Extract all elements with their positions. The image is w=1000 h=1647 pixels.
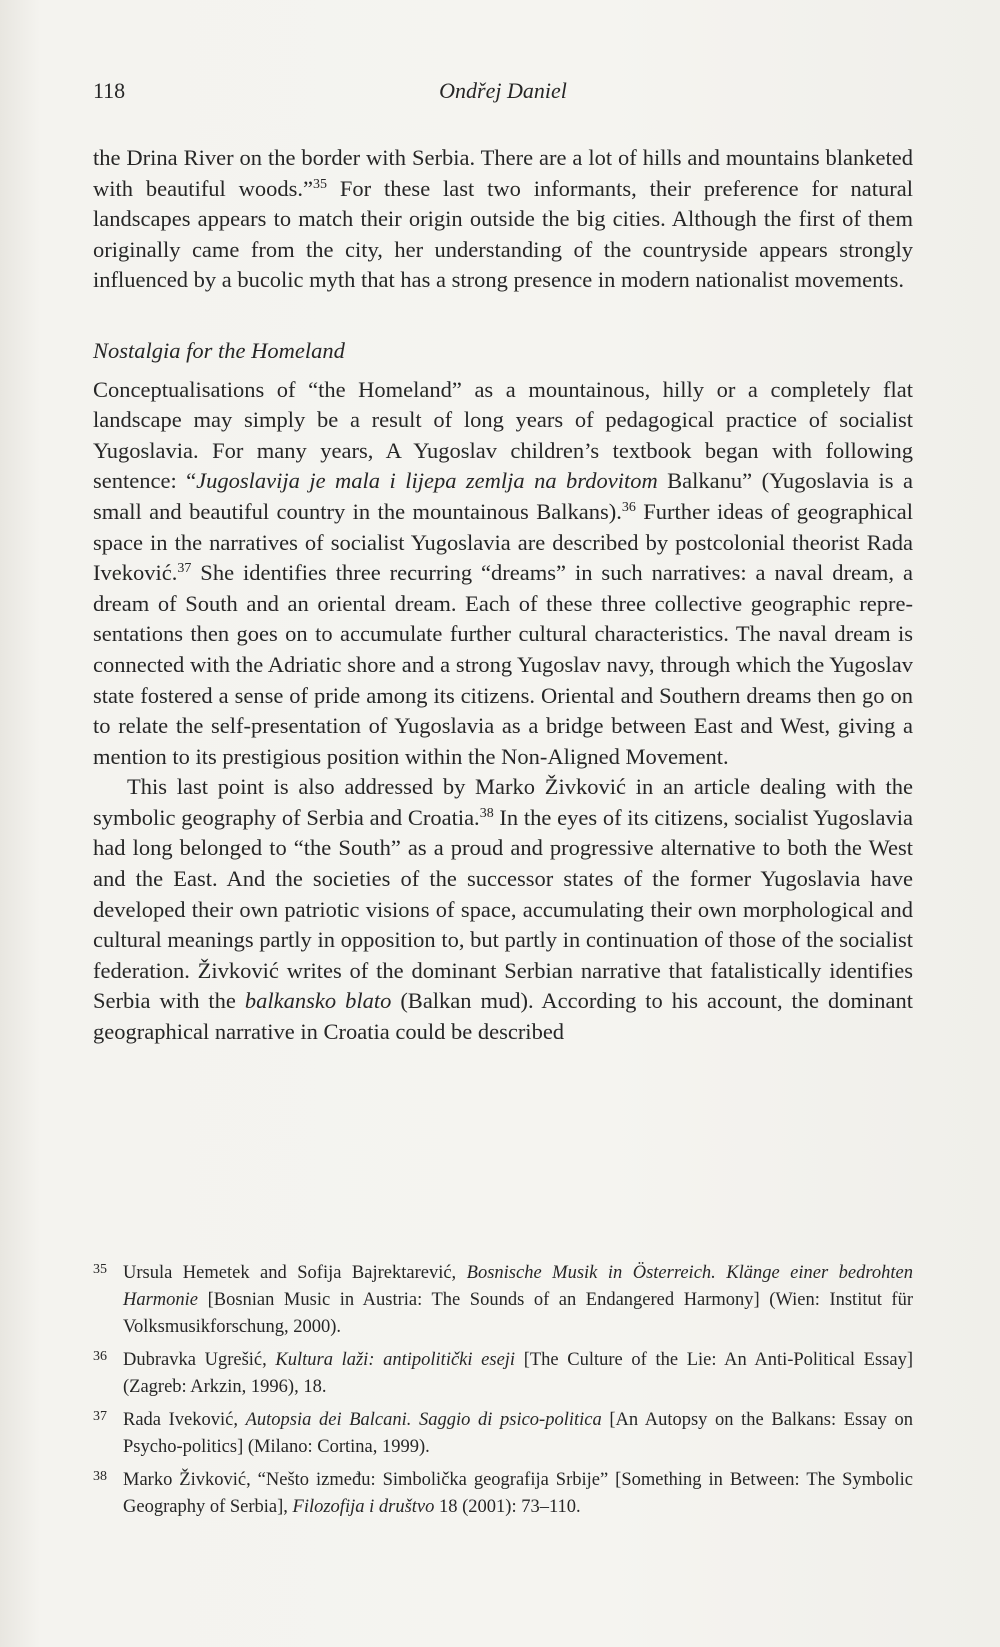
- footnotes: [93, 1260, 913, 1527]
- footnote-ref[interactable]: 37: [177, 561, 192, 577]
- text-run: Dubravka Ugrešić,: [123, 1350, 276, 1370]
- footnote-number: 35: [93, 1262, 107, 1277]
- text-run: In the eyes of its citizens, socialist Yugoslavia had long belonged to “the South” as a proud and progressive alternative to both the West and the East. And the societies of the successor states of the former Yugoslavia have developed their own patriotic visions of space, accumulating their own morphological and cultural meanings partly in opposition to, but partly in continuation of those of the socialist federation. Živković writes of the dominant Serbian narrative that fatalistically identifies Serbia with the: [93, 804, 913, 1014]
- section-heading: Nostalgia for the Homeland: [93, 337, 345, 363]
- text-run: [An Autopsy on the Balkans: Essay on Psycho-politics] (Milano: Cortina, 1999).: [123, 1410, 913, 1457]
- main-text: [93, 143, 913, 1048]
- paragraph: [93, 375, 913, 773]
- text-run: Further ideas of geographical space in the narratives of socialist Yugoslavia are described by postcolonial theorist Rada Iveković.: [93, 498, 913, 586]
- italic-title: Bosnische Musik in Österreich. Klänge einer bedrohten Harmonie: [123, 1263, 914, 1310]
- italic-title: Filozofija i društvo: [292, 1497, 435, 1517]
- footnote-ref[interactable]: 35: [313, 176, 328, 192]
- text-run: This last point is also addressed by Marko Živković in an article dealing with the symbolic geography of Serbia and Croatia.: [93, 774, 913, 830]
- italic-title: Autopsia dei Balcani. Saggio di psico-politica: [245, 1410, 602, 1430]
- page-header: [93, 78, 913, 110]
- text-run: Conceptualisations of “the Homeland” as a mountainous, hilly or a completely flat landscape may simply be a result of long years of pedagogical practice of socialist Yugoslavia. For many years, A Yugoslav children’s textbook began with following sentence: “: [93, 376, 913, 494]
- footnote: [93, 1407, 913, 1461]
- italic-title: Kultura laži: antipolitički eseji: [275, 1350, 516, 1370]
- text-run: 18 (2001): 73–110.: [434, 1497, 581, 1517]
- footnote-ref[interactable]: 38: [479, 805, 494, 821]
- italic-quote: Jugoslavija je mala i lijepa zemlja na brdovitom: [196, 468, 658, 494]
- paragraph: [93, 143, 913, 296]
- footnote: [93, 1260, 913, 1341]
- text-run: Balkanu” (Yugoslavia is a small and beautiful country in the mountainous Balkans).: [93, 468, 913, 524]
- footnote: [93, 1347, 913, 1401]
- text-run: Ursula Hemetek and Sofija Bajrektarević,: [123, 1263, 467, 1283]
- text-run: For these last two informants, their preference for natural landscapes appears to match their origin outside the big cities. Although the first of them originally came from the city, her understanding of the countryside appears strongly influenced by a bucolic myth that has a strong presence in modern nationalist movements.: [93, 175, 913, 293]
- text-run: Rada Iveković,: [123, 1410, 246, 1430]
- running-head: Ondřej Daniel: [439, 78, 567, 103]
- footnote: [93, 1467, 913, 1521]
- footnote-ref[interactable]: 36: [621, 499, 636, 515]
- text-run: [Bosnian Music in Austria: The Sounds of an Endangered Harmony] (Wien: Institut für Volksmusikforschung, 2000).: [123, 1290, 913, 1337]
- italic-term: balkansko blato: [244, 988, 392, 1014]
- footnote-number: 37: [93, 1409, 107, 1424]
- text-run: [The Culture of the Lie: An Anti-Political Essay] (Zagreb: Arkzin, 1996), 18.: [123, 1350, 914, 1397]
- page-number: 118: [93, 78, 126, 103]
- footnote-number: 36: [93, 1349, 107, 1364]
- text-run: (Balkan mud). According to his account, the dominant geographical narrative in Croatia could be described: [93, 988, 913, 1045]
- footnote-number: 38: [93, 1469, 107, 1484]
- text-run: the Drina River on the border with Serbia. There are a lot of hills and mountains blanketed with beautiful woods.”: [93, 145, 913, 201]
- text-run: She identifies three recurring “dreams” in such narratives: a naval dream, a dream of South and an oriental dream. Each of these three collective geographic representations then goes on to accumulate further cultural characteristics. The naval dream is connected with the Adriatic shore and a strong Yugoslav navy, through which the Yugoslav state fostered a sense of pride among its citizens. Oriental and Southern dreams then go on to relate the self-presentation of Yugoslavia as a bridge between East and West, giving a mention to its prestigious position within the Non-Aligned Movement.: [93, 560, 913, 769]
- paragraph: [93, 772, 913, 1047]
- text-run: Marko Živković, “Nešto između: Simbolička geografija Srbije” [Something in Between: The Symbolic Geography of Serbia],: [123, 1470, 913, 1517]
